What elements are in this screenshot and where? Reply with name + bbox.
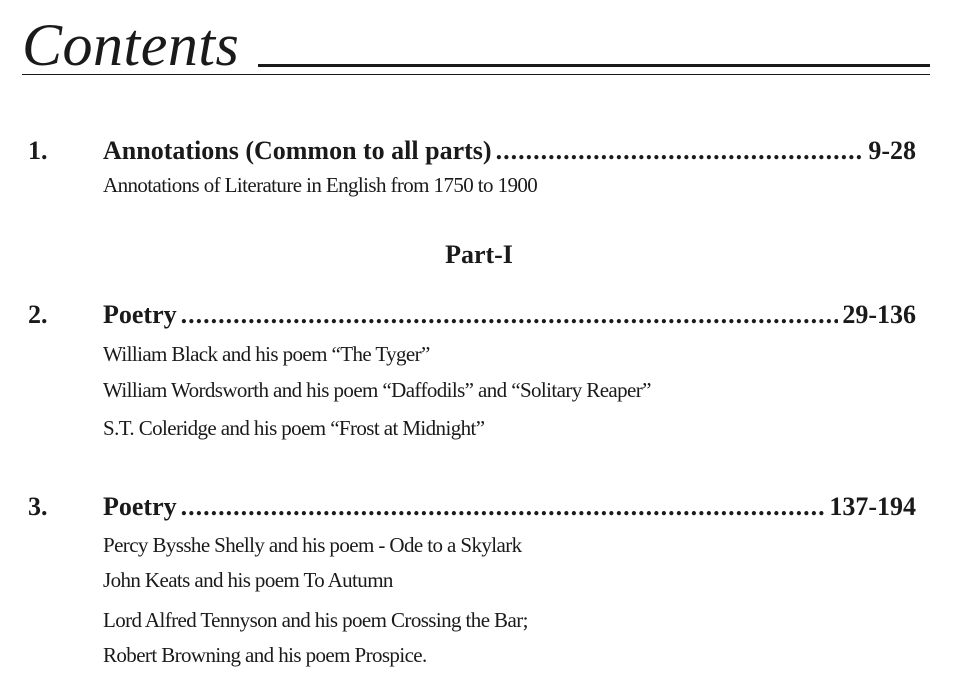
entry-page-range: 137-194 [829, 492, 916, 521]
entry-page-range: 29-136 [842, 300, 916, 329]
dot-leader [181, 492, 826, 522]
subitem: Percy Bysshe Shelly and his poem - Ode to a Skylark [103, 533, 522, 557]
toc-entry-heading[interactable] [28, 136, 916, 166]
subitem: Robert Browning and his poem Prospice. [103, 643, 427, 667]
entry-title: Annotations (Common to all parts) [103, 136, 492, 165]
entry-subitems [28, 338, 916, 446]
subitem: John Keats and his poem To Autumn [103, 568, 393, 592]
header-rule-thin [22, 74, 930, 75]
subitem: William Wordsworth and his poem “Daffodils” and “Solitary Reaper” [103, 378, 651, 402]
part-heading: Part-I [445, 240, 513, 269]
toc-entry-heading[interactable] [28, 492, 916, 522]
entry-page-range: 9-28 [868, 136, 916, 165]
toc-entry-heading[interactable] [28, 300, 916, 330]
toc-entry-1[interactable] [28, 136, 916, 198]
entry-subitems [28, 172, 916, 198]
subitem: William Black and his poem “The Tyger” [103, 342, 430, 366]
subitem: Lord Alfred Tennyson and his poem Crossing the Bar; [103, 608, 528, 632]
entry-subitems [28, 530, 916, 670]
dot-leader [181, 300, 839, 330]
subitem: Annotations of Literature in English from 1750 to 1900 [103, 173, 538, 197]
entry-title: Poetry [103, 300, 177, 329]
toc-entry-3[interactable] [28, 492, 916, 670]
entry-number: 1. [28, 136, 48, 165]
entry-number: 3. [28, 492, 48, 521]
page-title: Contents [22, 12, 240, 78]
entry-number: 2. [28, 300, 48, 329]
header-rule-thick [258, 64, 930, 67]
entry-title: Poetry [103, 492, 177, 521]
dot-leader [496, 136, 865, 166]
toc-entry-2[interactable] [28, 300, 916, 446]
header [22, 10, 930, 80]
subitem: S.T. Coleridge and his poem “Frost at Midnight” [103, 416, 485, 440]
